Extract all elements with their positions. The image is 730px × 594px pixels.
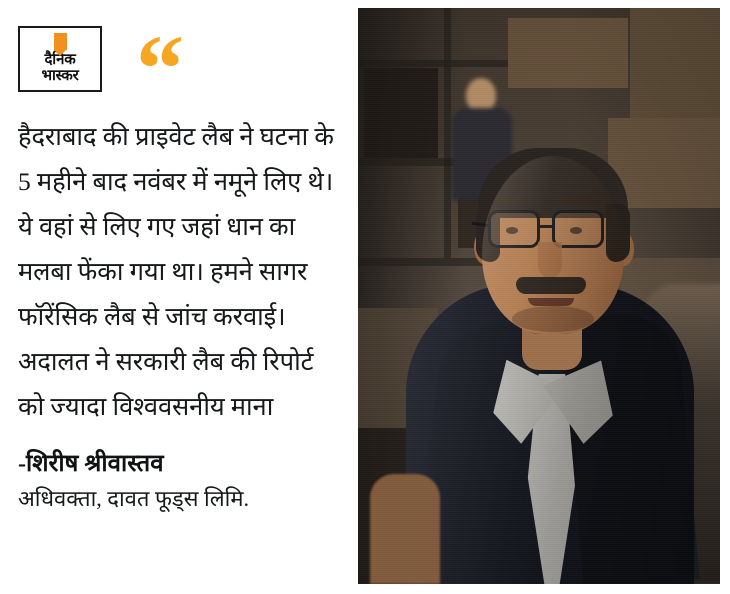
dainik-bhaskar-logo (18, 26, 102, 92)
logo-line1: दैनिक (44, 52, 76, 68)
subject-figure (400, 24, 700, 584)
photo-panel (358, 0, 730, 594)
subject-photo (358, 8, 720, 584)
quote-text: हैदराबाद की प्राइवेट लैब ने घटना के 5 महीने बाद नवंबर में नमूने लिए थे। ये वहां से लिए गए जहां धान का मलबा फेंका गया था। हमने सागर फॉरेंसिक लैब से जांच करवाई। अदालत ने सरकारी लैब की रिपोर्ट को ज्यादा विश्ववसनीय माना (18, 122, 334, 421)
brand-row (14, 15, 344, 122)
subject-arm (370, 474, 440, 584)
attribution-role: अधिवक्ता, दावत फूड्स लिमि. (18, 486, 250, 511)
quote-panel (0, 0, 358, 594)
quotation-mark-icon: “ (136, 15, 184, 122)
logo-line2: भास्कर (41, 68, 79, 84)
kite-flag-icon (54, 33, 67, 50)
attribution-name: -शिरीष श्रीवास्तव (18, 451, 164, 477)
